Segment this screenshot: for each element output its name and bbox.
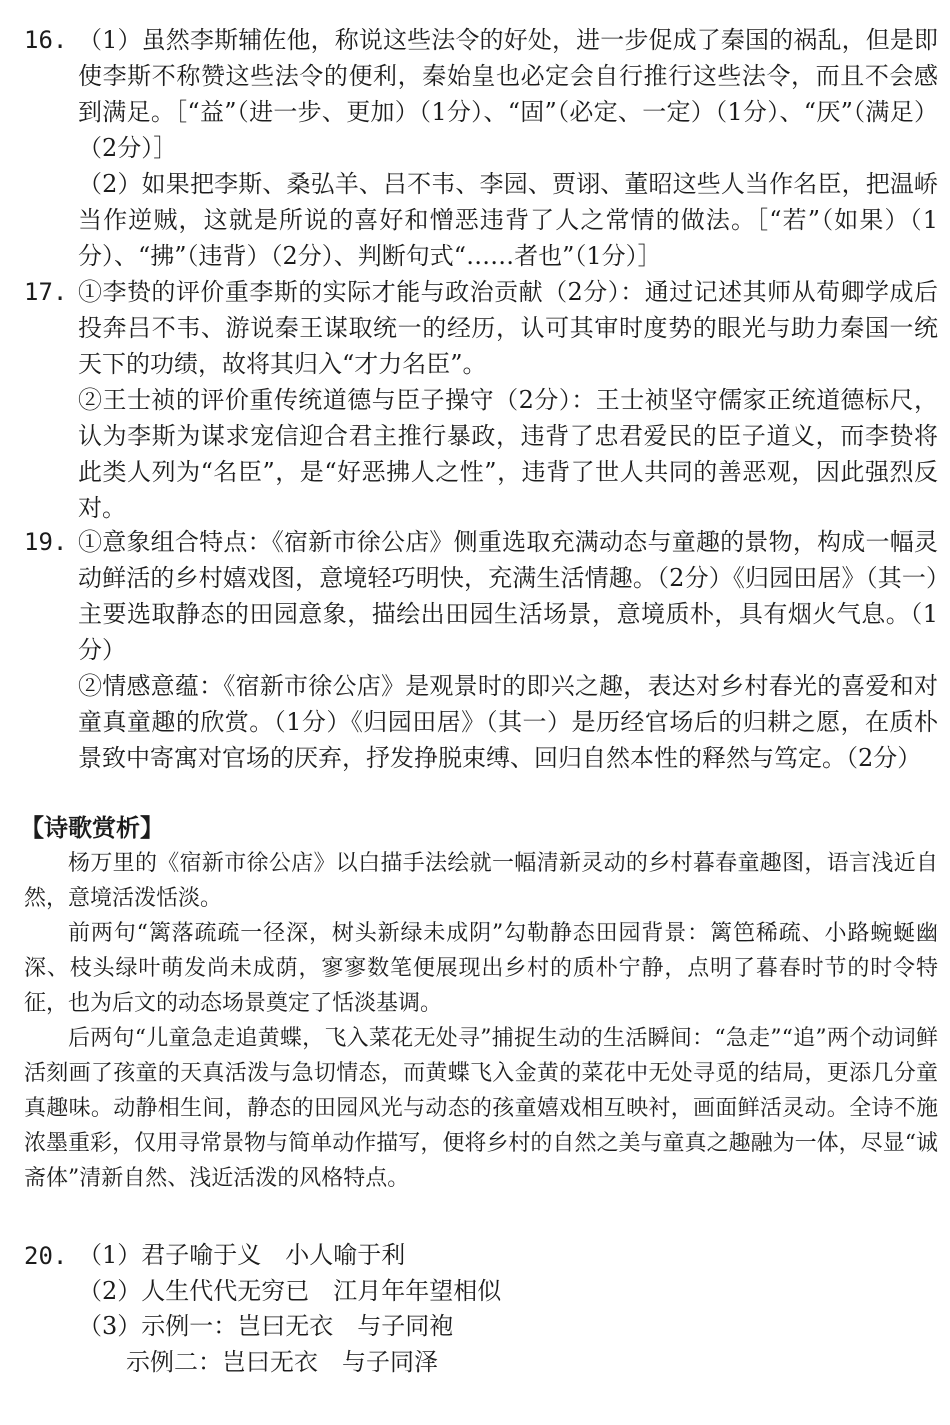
- appreciation-paragraph: 杨万里的《宿新市徐公店》以白描手法绘就一幅清新灵动的乡村暮春童趣图，语言浅近自然，意境活泼恬淡。: [24, 851, 938, 911]
- question-number: 19.: [24, 528, 68, 556]
- question-20: [24, 1238, 938, 1380]
- answer-line: （3）示例一：岂曰无衣 与子同袍: [78, 1312, 454, 1340]
- answer-line: 示例二：岂曰无衣 与子同泽: [126, 1347, 438, 1376]
- answer-line: （2）人生代代无穷已 江月年年望相似: [78, 1276, 502, 1305]
- appreciation-paragraph: 后两句“儿童急走追黄蝶，飞入菜花无处寻”捕捉生动的生活瞬间：“急走”“追”两个动词鲜活刻画了孩童的天真活泼与急切情态，而黄蝶飞入金黄的菜花中无处寻觅的结局，更添几分童真趣味。动静相生间，静态的田园风光与动态的孩童嬉戏相互映衬，画面鲜活灵动。全诗不施浓墨重彩，仅用寻常景物与简单动作描写，便将乡村的自然之美与童真之趣融为一体，尽显“诚斋体”清新自然、浅近活泼的风格特点。: [24, 1026, 938, 1191]
- question-number: 17.: [24, 278, 68, 306]
- appreciation-paragraph: 前两句“篱落疏疏一径深，树头新绿未成阴”勾勒静态田园背景：篱笆稀疏、小路蜿蜒幽深、枝头绿叶萌发尚未成荫，寥寥数笔便展现出乡村的质朴宁静，点明了暮春时节的时令特征，也为后文的动态场景奠定了恬淡基调。: [24, 921, 938, 1016]
- poem-appreciation: [24, 846, 938, 1196]
- answer-part-2: ②情感意蕴：《宿新市徐公店》是观景时的即兴之趣，表达对乡村春光的喜爱和对童真童趣的欣赏。（1分）《归园田居》（其一）是历经官场后的归耕之愿，在质朴景致中寄寓对官场的厌弃，抒发挣脱束缚、回归自然本性的释然与笃定。（2分）: [78, 672, 938, 772]
- answer-part-2: ②王士祯的评价重传统道德与臣子操守（2分）：王士祯坚守儒家正统道德标尺，认为李斯为谋求宠信迎合君主推行暴政，违背了忠君爱民的臣子道义，而李贽将此类人列为“名臣”，是“好恶拂人之性”，违背了世人共同的善恶观，因此强烈反对。: [78, 386, 938, 522]
- answer-line: （1）君子喻于义 小人喻于利: [78, 1241, 406, 1269]
- question-number: 20.: [24, 1242, 68, 1270]
- question-16: [24, 22, 938, 274]
- question-17: [24, 274, 938, 526]
- answer-part-1: ①意象组合特点：《宿新市徐公店》侧重选取充满动态与童趣的景物，构成一幅灵动鲜活的乡村嬉戏图，意境轻巧明快，充满生活情趣。（2分）《归园田居》（其一）主要选取静态的田园意象，描绘出田园生活场景，意境质朴，具有烟火气息。（1分）: [78, 528, 938, 664]
- answer-part-1: （1）虽然李斯辅佐他，称说这些法令的好处，进一步促成了秦国的祸乱，但是即使李斯不称赞这些法令的便利，秦始皇也必定会自行推行这些法令，而且不会感到满足。［“益”（进一步、更加）（1分）、“固”（必定、一定）（1分）、“厌”（满足）（2分）］: [78, 26, 938, 162]
- question-19: [24, 524, 938, 776]
- appreciation-heading: 【诗歌赏析】: [20, 813, 164, 842]
- question-number: 16.: [24, 26, 68, 54]
- answer-part-2: （2）如果把李斯、桑弘羊、吕不韦、李园、贾诩、董昭这些人当作名臣，把温峤当作逆贼，这就是所说的喜好和憎恶违背了人之常情的做法。［“若”（如果）（1分）、“拂”（违背）（2分）、判断句式“……者也”（1分）］: [78, 170, 938, 270]
- answer-part-1: ①李贽的评价重李斯的实际才能与政治贡献（2分）：通过记述其师从荀卿学成后投奔吕不韦、游说秦王谋取统一的经历，认可其审时度势的眼光与助力秦国一统天下的功绩，故将其归入“才力名臣”。: [78, 278, 938, 378]
